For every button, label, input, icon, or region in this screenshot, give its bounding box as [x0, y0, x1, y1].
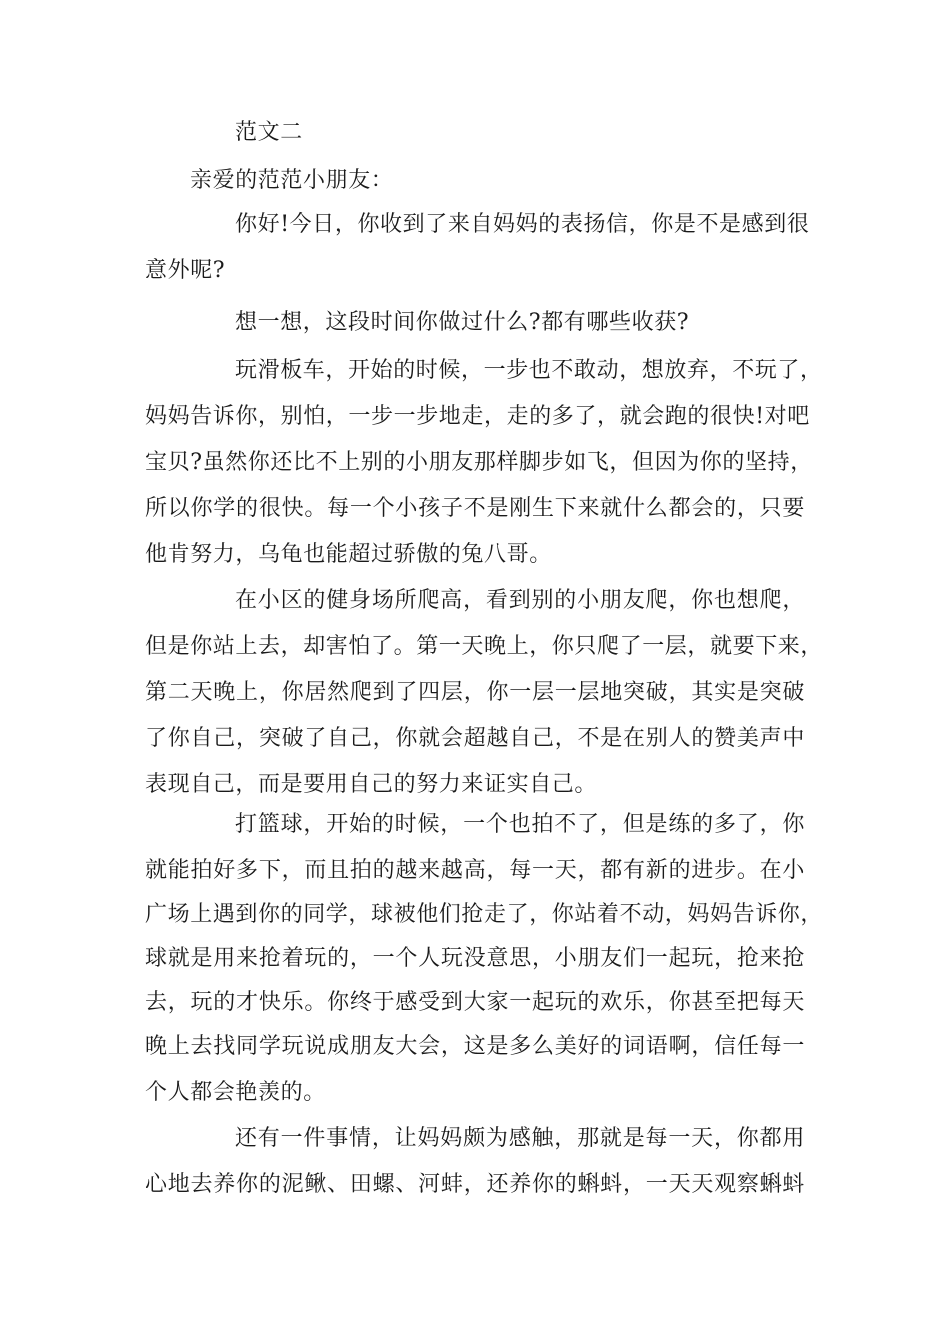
body-line: 他肯努力，乌龟也能超过骄傲的兔八哥。: [145, 542, 552, 567]
body-line: 就能拍好多下，而且拍的越来越高，每一天，都有新的进步。在小: [145, 858, 805, 883]
body-line: 心地去养你的泥鳅、田螺、河蚌，还养你的蝌蚪，一天天观察蝌蚪: [145, 1172, 805, 1197]
body-line: 表现自己，而是要用自己的努力来证实自己。: [145, 772, 598, 797]
body-line: 玩滑板车，开始的时候，一步也不敢动，想放弃，不玩了，: [235, 358, 823, 383]
body-line: 宝贝?虽然你还比不上别的小朋友那样脚步如飞，但因为你的坚持，: [145, 450, 813, 475]
body-line: 所以你学的很快。每一个小孩子不是刚生下来就什么都会的，只要: [145, 496, 805, 521]
salutation: 亲爱的范范小朋友：: [190, 168, 394, 193]
body-line: 妈妈告诉你，别怕，一步一步地走，走的多了，就会跑的很快!对吧: [145, 404, 810, 429]
body-line: 球就是用来抢着玩的，一个人玩没意思，小朋友们一起玩，抢来抢: [145, 946, 805, 971]
document-heading: 范文二: [235, 120, 303, 145]
body-line: 晚上去找同学玩说成朋友大会，这是多么美好的词语啊，信任每一: [145, 1034, 805, 1059]
body-line: 去，玩的才快乐。你终于感受到大家一起玩的欢乐，你甚至把每天: [145, 990, 805, 1015]
body-line: 还有一件事情，让妈妈颇为感触，那就是每一天，你都用: [235, 1126, 805, 1151]
body-line: 在小区的健身场所爬高，看到别的小朋友爬，你也想爬，: [235, 588, 805, 613]
body-line: 但是你站上去，却害怕了。第一天晚上，你只爬了一层，就要下来，: [145, 634, 824, 659]
body-line: 想一想，这段时间你做过什么?都有哪些收获?: [235, 310, 690, 335]
body-line: 个人都会艳羡的。: [145, 1080, 326, 1105]
body-line: 了你自己，突破了自己，你就会超越自己，不是在别人的赞美声中: [145, 726, 805, 751]
body-line: 广场上遇到你的同学，球被他们抢走了，你站着不动，妈妈告诉你，: [145, 902, 824, 927]
body-line: 你好!今日，你收到了来自妈妈的表扬信，你是不是感到很: [235, 212, 810, 237]
body-line: 第二天晚上，你居然爬到了四层，你一层一层地突破，其实是突破: [145, 680, 805, 705]
body-line: 打篮球，开始的时候，一个也拍不了，但是练的多了，你: [235, 812, 805, 837]
body-line: 意外呢?: [145, 258, 226, 283]
